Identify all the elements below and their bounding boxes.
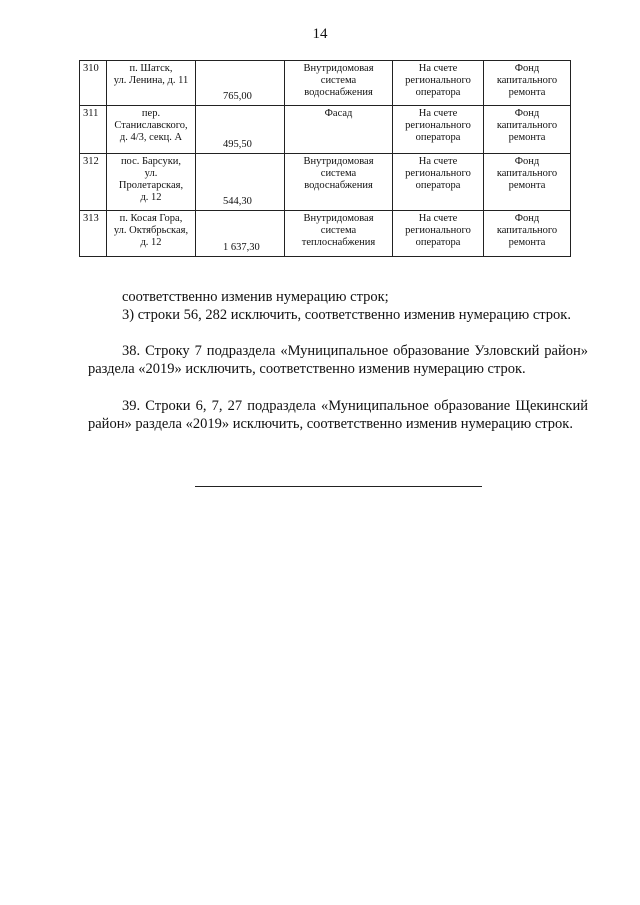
work-type-line: Фасад [324, 108, 353, 119]
account-line: На счете [418, 63, 458, 74]
fund-line: Фонд [514, 108, 540, 119]
address-line: ул. [144, 168, 158, 179]
account-cell [393, 154, 484, 211]
fund-line: капитального [496, 225, 558, 236]
table-row [80, 154, 571, 211]
row-number-cell: 311 [80, 106, 107, 154]
work-type-cell [285, 211, 393, 257]
address-line: д. 12 [140, 237, 162, 248]
end-rule [195, 486, 482, 487]
amount-value: 544,30 [223, 196, 252, 207]
address-line: д. 4/3, секц. А [119, 132, 183, 143]
row-number-cell: 313 [80, 211, 107, 257]
table-row [80, 211, 571, 257]
table-row [80, 61, 571, 106]
work-type-line: теплоснабжения [301, 237, 376, 248]
page-number: 14 [312, 26, 328, 42]
paragraph-item-38: 38. Строку 7 подраздела «Муниципальное образование Узловский район» раздела «2019» исключить, соответственно изменив нумерацию строк. [88, 343, 588, 377]
address-cell [107, 106, 196, 154]
amount-value: 1 637,30 [223, 242, 260, 253]
fund-line: ремонта [508, 87, 546, 98]
account-line: На счете [418, 156, 458, 167]
address-cell [107, 154, 196, 211]
row-number-cell: 310 [80, 61, 107, 106]
account-line: регионального [405, 120, 471, 131]
account-line: оператора [415, 87, 461, 98]
table-row [80, 106, 571, 154]
fund-line: ремонта [508, 180, 546, 191]
account-line: На счете [418, 108, 458, 119]
account-line: регионального [405, 75, 471, 86]
address-cell [107, 61, 196, 106]
amount-cell [196, 211, 285, 257]
address-line: ул. Ленина, д. 11 [113, 75, 189, 86]
fund-line: капитального [496, 120, 558, 131]
account-cell [393, 106, 484, 154]
account-line: регионального [405, 225, 471, 236]
fund-cell [484, 106, 571, 154]
address-line: пер. [141, 108, 161, 119]
work-type-line: система [320, 168, 357, 179]
amount-cell [196, 61, 285, 106]
paragraph-item-39: 39. Строки 6, 7, 27 подраздела «Муниципальное образование Щекинский район» раздела «2019» исключить, соответственно изменив нумерацию строк. [88, 398, 588, 432]
work-type-line: Внутридомовая [303, 63, 374, 74]
fund-line: капитального [496, 75, 558, 86]
work-type-line: водоснабжения [304, 180, 373, 191]
account-line: оператора [415, 237, 461, 248]
work-type-cell [285, 61, 393, 106]
account-cell [393, 61, 484, 106]
fund-cell [484, 61, 571, 106]
address-cell [107, 211, 196, 257]
address-line: ул. Октябрьская, [113, 225, 189, 236]
amount-cell [196, 106, 285, 154]
work-type-line: система [320, 75, 357, 86]
address-line: д. 12 [140, 192, 162, 203]
amount-value: 495,50 [223, 139, 252, 150]
fund-line: Фонд [514, 213, 540, 224]
work-type-line: водоснабжения [304, 87, 373, 98]
work-type-line: Внутридомовая [303, 156, 374, 167]
address-line: пос. Барсуки, [120, 156, 182, 167]
account-line: оператора [415, 132, 461, 143]
account-line: оператора [415, 180, 461, 191]
fund-line: Фонд [514, 156, 540, 167]
work-type-cell [285, 106, 393, 154]
address-line: п. Косая Гора, [119, 213, 183, 224]
account-cell [393, 211, 484, 257]
work-type-cell [285, 154, 393, 211]
fund-cell [484, 211, 571, 257]
work-type-line: Внутридомовая [303, 213, 374, 224]
address-line: Пролетарская, [118, 180, 184, 191]
account-line: На счете [418, 213, 458, 224]
paragraph-continuation: соответственно изменив нумерацию строк; [122, 289, 389, 305]
amount-value: 765,00 [223, 91, 252, 102]
fund-line: ремонта [508, 132, 546, 143]
paragraph-item-3: 3) строки 56, 282 исключить, соответственно изменив нумерацию строк. [122, 307, 571, 323]
row-number-cell: 312 [80, 154, 107, 211]
work-type-line: система [320, 225, 357, 236]
fund-line: капитального [496, 168, 558, 179]
fund-cell [484, 154, 571, 211]
fund-line: Фонд [514, 63, 540, 74]
account-line: регионального [405, 168, 471, 179]
address-line: п. Шатск, [129, 63, 173, 74]
register-table [79, 60, 571, 257]
fund-line: ремонта [508, 237, 546, 248]
amount-cell [196, 154, 285, 211]
address-line: Станиславского, [114, 120, 188, 131]
